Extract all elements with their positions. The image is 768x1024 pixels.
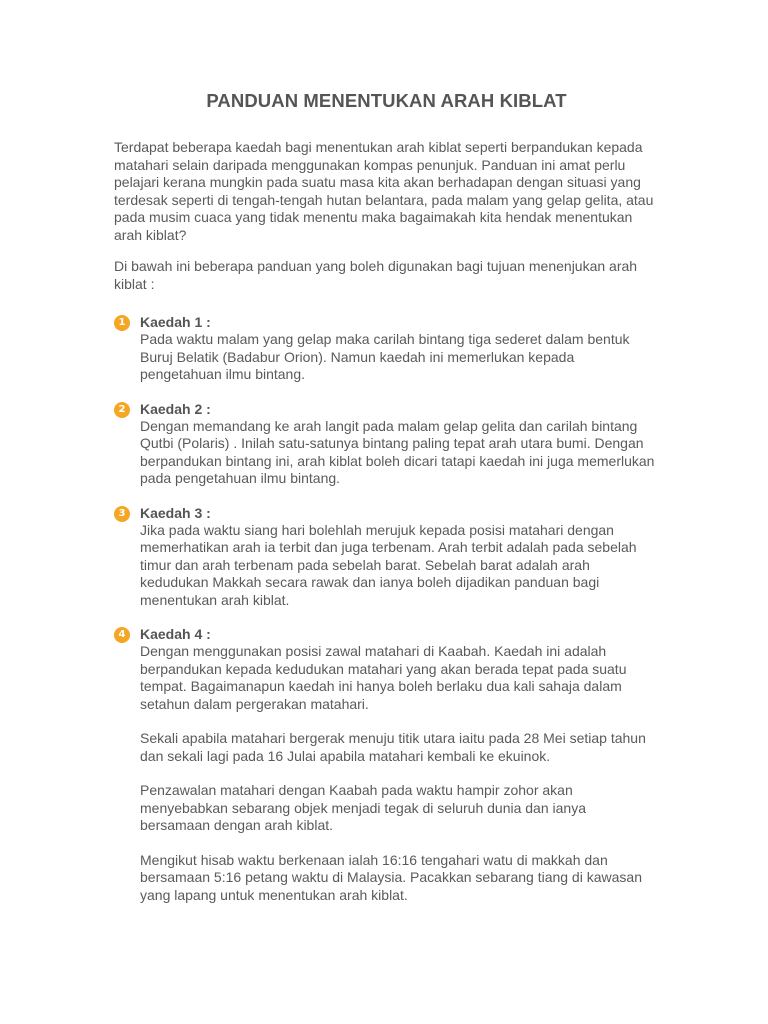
intro-paragraph-1: Terdapat beberapa kaedah bagi menentukan arah kiblat seperti berpandukan kepada matahari selain daripada menggunakan kompas penunjuk. Panduan ini amat perlu pelajari kerana mungkin pada suatu masa kita akan berhadapan dengan situasi yang terdesak seperti di tengah-tengah hutan belantara, pada malam yang gelap gelita, atau pada musim cuaca yang tidak menentu maka bagaimakah kita hendak menentukan arah kiblat? bbox=[114, 139, 654, 243]
method-body bbox=[140, 522, 659, 610]
intro-paragraph-2: Di bawah ini beberapa panduan yang boleh digunakan bagi tujuan menenjukan arah kiblat : bbox=[114, 258, 638, 292]
method-paragraph: Mengikut hisab waktu berkenaan ialah 16:16 tengahari watu di makkah dan bersamaan 5:16 petang waktu di Malaysia. Pacakkan sebarang tiang di kawasan yang lapang untuk menentukan arah kiblat. bbox=[140, 851, 642, 903]
method-paragraph: Dengan memandang ke arah langit pada malam gelap gelita dan carilah bintang Qutbi (Polaris) . Inilah satu-satunya bintang paling tepat arah utara bumi. Dengan berpandukan bintang ini, arah kiblat boleh dicari tatapi kaedah ini juga memerlukan pada pengetahuan ilmu bintang. bbox=[140, 417, 655, 486]
method-paragraph: Sekali apabila matahari bergerak menuju titik utara iaitu pada 28 Mei setiap tahun dan sekali lagi pada 16 Julai apabila matahari kembali ke ekuinok. bbox=[140, 730, 646, 764]
method-3 bbox=[114, 504, 659, 610]
page-title: PANDUAN MENENTUKAN ARAH KIBLAT bbox=[206, 90, 567, 111]
method-2 bbox=[114, 400, 659, 488]
method-paragraph: Pada waktu malam yang gelap maka carilah bintang tiga sederet dalam bentuk Buruj Belatik (Badabur Orion). Namun kaedah ini memerlukan kepada pengetahuan ilmu bintang. bbox=[140, 331, 630, 382]
method-paragraph: Penzawalan matahari dengan Kaabah pada waktu hampir zohor akan menyebabkan sebarang objek menjadi tegak di seluruh dunia dan ianya bersamaan dengan arah kiblat. bbox=[140, 782, 586, 833]
number-badge-icon: 1 bbox=[114, 315, 130, 331]
method-1 bbox=[114, 313, 659, 384]
method-paragraph: Dengan menggunakan posisi zawal matahari di Kaabah. Kaedah ini adalah berpandukan kepada kedudukan matahari yang akan berada tepat pada suatu tempat. Bagaimanapun kaedah ini hanya boleh berlaku dua kali sahaja dalam setahun dalam pergerakan matahari. bbox=[140, 643, 627, 712]
method-title: Kaedah 1 : bbox=[140, 314, 211, 330]
method-body bbox=[140, 643, 659, 904]
method-title: Kaedah 4 : bbox=[140, 626, 211, 642]
method-4 bbox=[114, 625, 659, 904]
document-page bbox=[114, 90, 659, 920]
number-badge-icon: 2 bbox=[114, 402, 130, 418]
number-badge-icon: 4 bbox=[114, 627, 130, 643]
method-title: Kaedah 2 : bbox=[140, 400, 211, 417]
method-body bbox=[140, 331, 659, 384]
number-badge-icon: 3 bbox=[114, 506, 130, 522]
method-title: Kaedah 3 : bbox=[140, 504, 211, 521]
method-paragraph: Jika pada waktu siang hari bolehlah merujuk kepada posisi matahari dengan memerhatikan arah ia terbit dan juga terbenam. Arah terbit adalah pada sebelah timur dan arah terbenam pada sebelah barat. Sebelah barat adalah arah kedudukan Makkah secara rawak dan ianya boleh dijadikan panduan bagi menentukan arah kiblat. bbox=[140, 521, 637, 608]
method-body bbox=[140, 418, 659, 488]
